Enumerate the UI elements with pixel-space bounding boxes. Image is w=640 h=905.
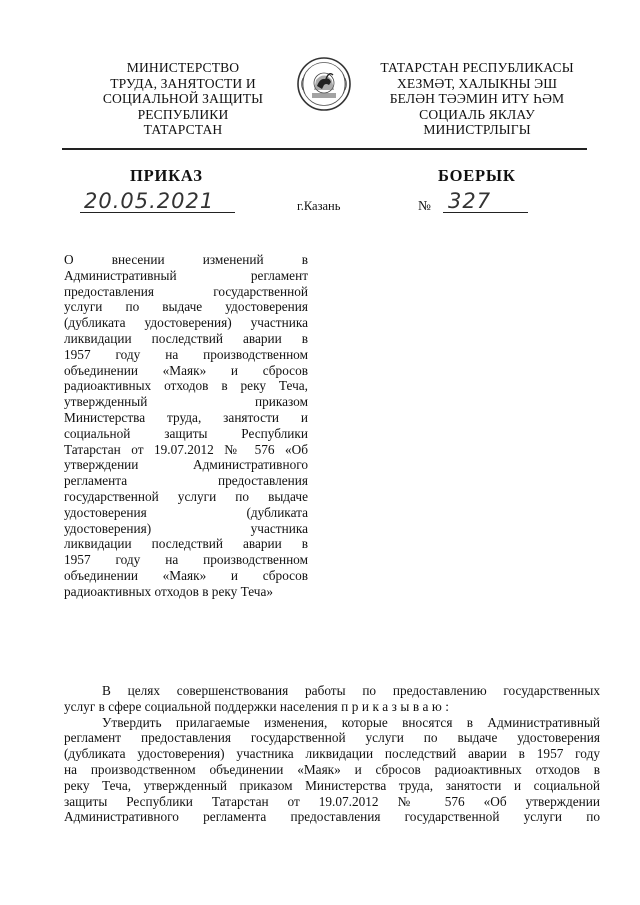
subject-line: 1957 году на производственном (64, 346, 308, 362)
subject-line: утвержденный приказом (64, 394, 308, 410)
ministry-name-line: ТРУДА, ЗАНЯТОСТИ И (110, 75, 256, 91)
subject-line: регламента предоставления (64, 473, 308, 489)
subject-line: государственной услуги по выдаче (64, 488, 308, 504)
ministry-name-line: ХЕЗМӘТ, ХАЛЫКНЫ ЭШ (396, 75, 558, 91)
ministry-name-line: ТАТАРСТАН (143, 122, 223, 137)
order-body (64, 683, 600, 825)
subject-line: удостоверения (дубликата (64, 504, 308, 520)
body-text: : (445, 698, 449, 714)
body-line: регламент предоставления государственной услуги по выдаче удостоверения (64, 730, 600, 746)
subject-line: ликвидации последствий аварии в (64, 330, 308, 346)
body-text: услуг в сфере социальной поддержки населения (64, 698, 338, 714)
ministry-name-line: РЕСПУБЛИКИ (137, 106, 229, 122)
body-line: защиты Республики Татарстан от 19.07.2012 № 576 «Об утверждении (64, 793, 600, 809)
header-divider (62, 148, 587, 150)
body-line: (дубликата удостоверения) участника ликвидации последствий аварии в 1957 году (64, 746, 600, 762)
ministry-name-line: ТАТАРСТАН РЕСПУБЛИКАСЫ (380, 60, 574, 75)
number-sign: № (418, 198, 431, 213)
subject-line: объединении «Маяк» и сбросов (64, 362, 308, 378)
ministry-name-line: МИНИСТЕРСТВО (126, 60, 240, 75)
ministry-name-russian (78, 60, 288, 138)
ministry-name-line: БЕЛӘН ТӘЭМИН ИТҮ ҺӘМ (389, 91, 565, 106)
subject-line: (дубликата удостоверения) участника (64, 315, 308, 331)
subject-line: утверждении Административного (64, 457, 308, 473)
subject-line: радиоактивных отходов в реку Теча» (64, 583, 274, 599)
subject-line: предоставления государственной (64, 283, 308, 299)
subject-line: Татарстан от 19.07.2012 № 576 «Об (64, 441, 308, 457)
coat-of-arms-icon (296, 56, 352, 112)
subject-line: удостоверения) участника (64, 520, 308, 536)
subject-line: услуги по выдаче удостоверения (64, 299, 308, 315)
order-date: 20.05.2021 (84, 189, 215, 213)
subject-line: О внесении изменений в (64, 252, 308, 267)
order-city: г.Казань (297, 199, 341, 213)
order-title-russian: ПРИКАЗ (130, 166, 203, 185)
subject-line: 1957 году на производственном (64, 552, 308, 568)
body-line: Административного регламента предоставления государственной услуги по (64, 809, 600, 825)
body-line: Утвердить прилагаемые изменения, которые вносятся в Административный (102, 714, 600, 730)
date-underline (80, 212, 235, 213)
ministry-name-tatar (367, 60, 587, 138)
subject-line: Министерства труда, занятости и (64, 409, 308, 425)
subject-line: радиоактивных отходов в реку Теча, (64, 378, 308, 394)
body-line: В целях совершенствования работы по предоставлению государственных (102, 683, 600, 698)
ministry-name-line: СОЦИАЛЬ ЯКЛАУ (419, 106, 535, 122)
number-underline (443, 212, 528, 213)
order-number: 327 (448, 189, 492, 213)
ministry-name-line: СОЦИАЛЬНОЙ ЗАЩИТЫ (102, 91, 264, 106)
order-subject (64, 252, 308, 600)
subject-line: социальной защиты Республики (64, 425, 308, 441)
order-word-spaced: приказываю (341, 698, 446, 714)
order-title-tatar: БОЕРЫК (438, 166, 516, 185)
subject-line: ликвидации последствий аварии в (64, 536, 308, 552)
body-line: реку Теча, утвержденный приказом Министерства труда, занятости и социальной (64, 777, 600, 793)
ministry-name-line: МИНИСТРЛЫГЫ (423, 122, 531, 137)
subject-line: объединении «Маяк» и сбросов (64, 567, 308, 583)
subject-line: Административный регламент (64, 267, 308, 283)
body-line (64, 699, 600, 715)
body-line: на производственном объединении «Маяк» и сбросов радиоактивных отходов в (64, 761, 600, 777)
